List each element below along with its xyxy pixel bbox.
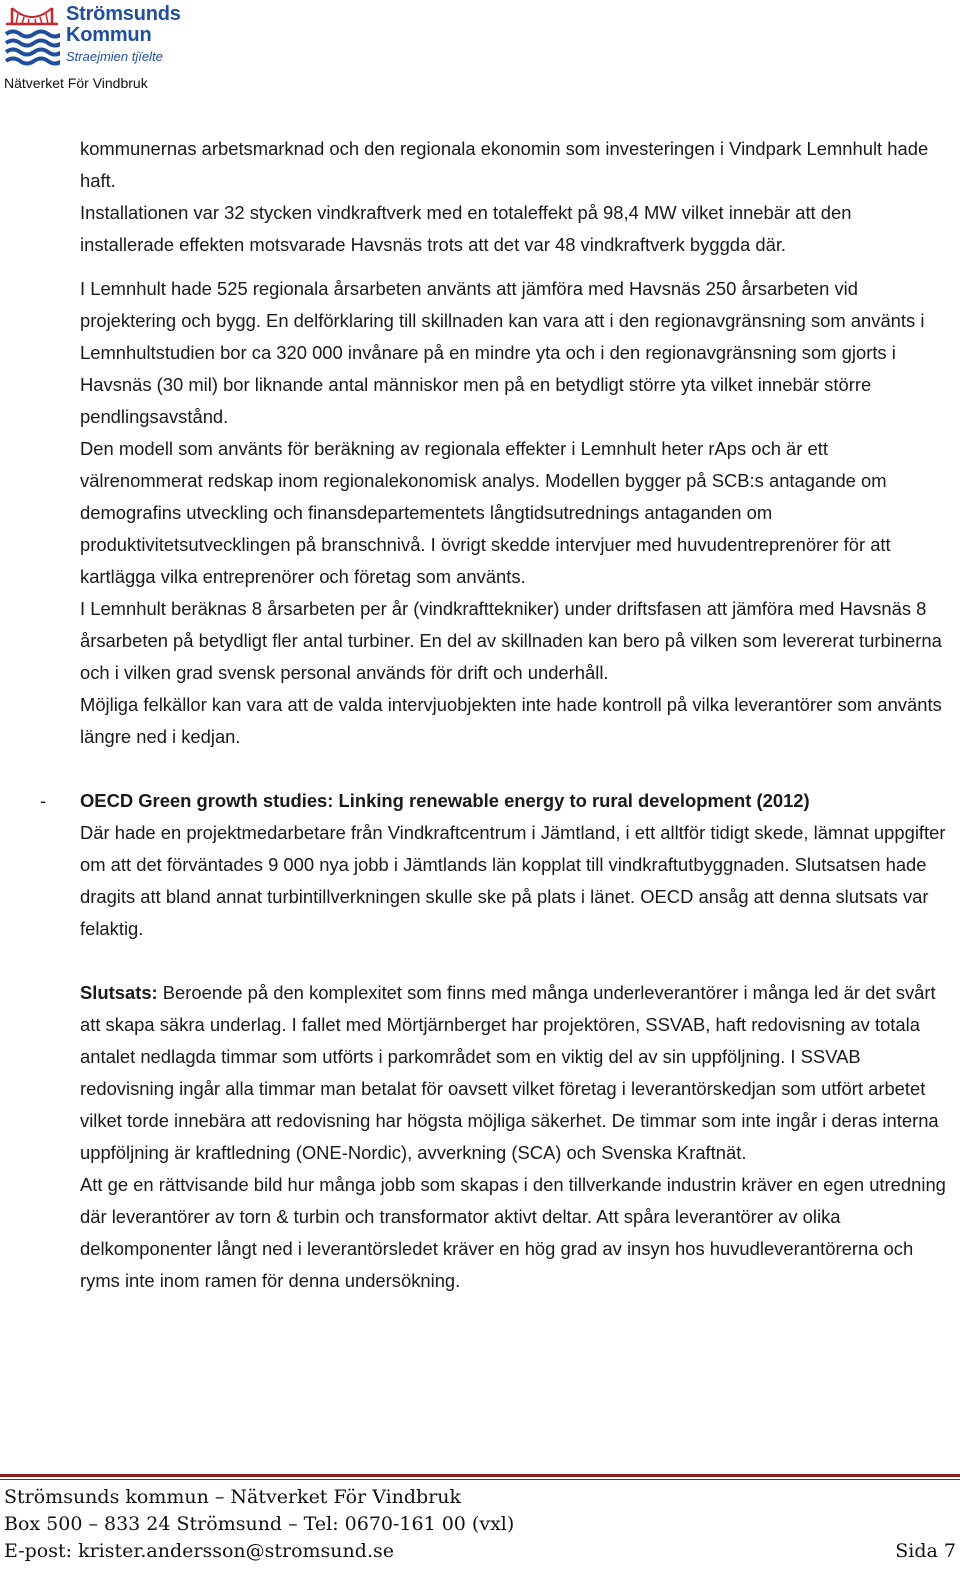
bullet-title: OECD Green growth studies: Linking renewable energy to rural development (2012) [80,790,810,811]
strömsund-logo-icon [4,4,60,68]
page-footer [4,1484,956,1565]
document-body [40,133,950,1297]
logo-name-line-1: Strömsunds [66,3,181,25]
paragraph: kommunernas arbetsmarknad och den regionala ekonomin som investeringen i Vindpark Lemnhult hade haft. [80,138,929,191]
network-name: Nätverket För Vindbruk [4,75,148,91]
bullet-dash: - [40,790,47,811]
paragraph: Installationen var 32 stycken vindkraftverk med en totaleffekt på 98,4 MW vilket innebär att den installerade effekten motsvarade Havsnäs trots att det var 48 vindkraftverk byggda där. [80,202,852,255]
footer-rule-thin [0,1479,960,1480]
conclusion-paragraph [80,977,950,1169]
conclusion-label: Slutsats: [80,982,158,1003]
paragraph: I Lemnhult hade 525 regionala årsarbeten använts att jämföra med Havsnäs 250 årsarbeten vid projektering och bygg. En delförklaring till skillnaden kan vara att i den regionavgränsning som använts i Lemnhultstudien bor ca 320 000 invånare på en mindre yta och i den regionavgränsning som gjorts i Havsnäs (30 mil) bor liknande antal människor men på en betydligt större yta vilket innebär större pendlingsavstånd. [80,278,925,427]
logo-name-line-2: Kommun [66,24,152,46]
bullet-text: Där hade en projektmedarbetare från Vindkraftcentrum i Jämtland, i ett alltför tidigt skede, lämnat uppgifter om att det förväntades 9 000 nya jobb i Jämtlands län kopplat till vindkraftutbyggnaden. Slutsatsen hade dragits att bland annat turbintillverkningen skulle ske på plats i länet. OECD ansåg att denna slutsats var felaktig. [80,822,946,939]
paragraph: I Lemnhult beräknas 8 årsarbeten per år (vindkrafttekniker) under driftsfasen att jämföra med Havsnäs 8 årsarbeten på betydligt fler antal turbiner. En del av skillnaden kan bero på vilken som levererat turbinerna och i vilken grad svensk personal används för drift och underhåll. [80,598,942,683]
footer-email: E-post: krister.andersson@stromsund.se [4,1540,394,1562]
footer-rule [0,1474,960,1477]
paragraph: Möjliga felkällor kan vara att de valda intervjuobjekten inte hade kontroll på vilka leverantörer som använts längre ned i kedjan. [80,694,942,747]
footer-org: Strömsunds kommun – Nätverket För Vindbruk [4,1486,462,1508]
list-item [40,785,950,945]
paragraph: Att ge en rättvisande bild hur många jobb som skapas i den tillverkande industrin kräver en egen utredning där leverantörer av torn & turbin och transformator aktivt deltar. Att spåra leverantörer av olika delkomponenter långt ned i leverantörsledet kräver en hög grad av insyn hos huvudleverantörerna och ryms inte inom ramen för denna undersökning. [80,1174,946,1291]
footer-address: Box 500 – 833 24 Strömsund – Tel: 0670-161 00 (vxl) [4,1513,515,1535]
logo-wordmark [66,4,181,66]
logo-tagline: Straejmien tjïelte [66,49,163,64]
page-number: Sida 7 [895,1540,956,1562]
conclusion-text: Beroende på den komplexitet som finns med många underleverantörer i många led är det svårt att skapa säkra underlag. I fallet med Mörtjärnberget har projektören, SSVAB, haft redovisning av totala antalet nedlagda timmar som utförts i parkområdet som en viktig del av sin uppföljning. I SSVAB redovisning ingår alla timmar man betalat för oavsett vilket företag i leverantörskedjan som utfört arbetet vilket torde innebära att redovisning har högsta möjliga säkerhet. De timmar som inte ingår i deras interna uppföljning är kraftledning (ONE-Nordic), avverkning (SCA) och Svenska Kraftnät. [80,982,939,1163]
paragraph: Den modell som använts för beräkning av regionala effekter i Lemnhult heter rAps och är ett välrenommerat redskap inom regionalekonomisk analys. Modellen bygger på SCB:s antagande om demografins utveckling och finansdepartementets långtidsutrednings antaganden om produktivitetsutvecklingen på branschnivå. I övrigt skedde intervjuer med huvudentreprenörer för att kartlägga vilka entreprenörer och företag som använts. [80,438,891,587]
page-header [0,0,300,100]
